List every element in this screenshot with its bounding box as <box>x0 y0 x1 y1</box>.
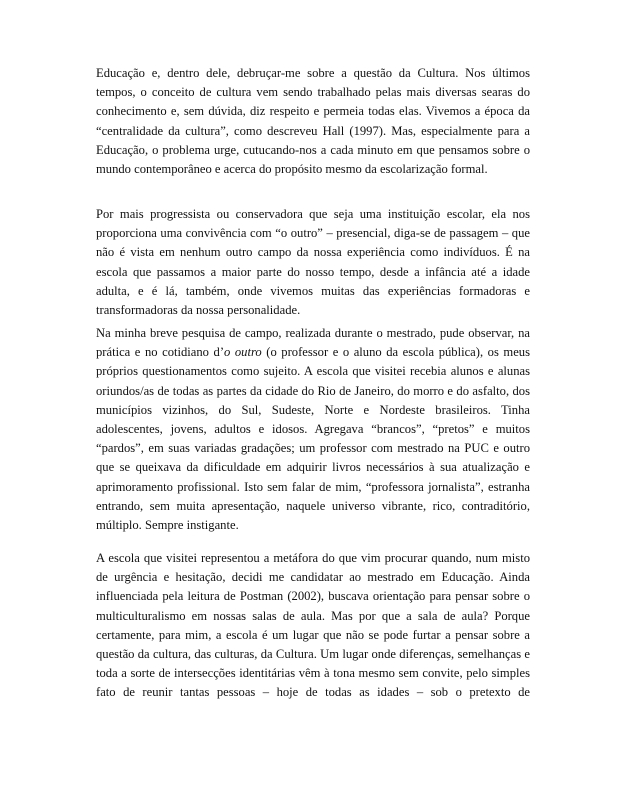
text-line: “pardos”, em suas variadas gradações; um professor com mestrado na PUC e outro <box>96 441 530 456</box>
text-line: aprimoramento profissional. Isto sem falar de mim, “professora jornalista”, estranha <box>96 479 530 494</box>
text-line: fato de reunir tantas pessoas – hoje de todas as idades – sob o pretexto de <box>96 685 530 700</box>
text-line: múltiplo. Sempre instigante. <box>96 517 239 532</box>
text-line: Por mais progressista ou conservadora que seja uma instituição escolar, ela nos <box>96 207 530 221</box>
text-line: de urgência e hesitação, decidi me candidatar ao mestrado em Educação. Ainda <box>96 570 530 585</box>
text-line: não é vista em nenhum outro campo da nossa experiência como indivíduos. É na <box>96 245 530 260</box>
paragraph-1 <box>96 64 530 179</box>
text-line: Na minha breve pesquisa de campo, realizada durante o mestrado, pude observar, na <box>96 326 530 340</box>
text-fragment: (o professor e o aluno da escola pública), os meus <box>261 345 531 360</box>
text-fragment: prática e no cotidiano d’ <box>96 345 225 360</box>
text-line: transformadoras da nossa personalidade. <box>96 302 301 317</box>
text-line: questão da cultura, das culturas, da Cultura. Um lugar onde diferenças, semelhanças e <box>96 646 530 661</box>
text-line <box>96 343 530 362</box>
paragraph-2 <box>96 205 530 320</box>
text-line: proporciona uma convivência com “o outro” – presencial, diga-se de passagem – que <box>96 226 530 241</box>
text-line: escola que passamos a maior parte do nosso tempo, desde a infância até a idade <box>96 264 530 279</box>
text-line: adolescentes, jovens, adultos e idosos. Agregava “brancos”, “pretos” e muitos <box>96 421 530 436</box>
paragraph-3 <box>96 324 530 535</box>
text-line: toda a sorte de intersecções identitárias vêm à tona mesmo sem convite, pelo simples <box>96 666 530 681</box>
text-line: Educação, o problema urge, cutucando-nos a cada minuto em que pensamos sobre o <box>96 142 530 157</box>
text-line: próprios questionamentos como sujeito. A escola que visitei recebia alunos e alunas <box>96 364 530 379</box>
italic-term: o outro <box>224 345 262 360</box>
text-line: multiculturalismo em nossas salas de aula. Mas por que a sala de aula? Porque <box>96 608 530 623</box>
text-line: “centralidade da cultura”, como descreveu Hall (1997). Mas, especialmente para a <box>96 123 530 138</box>
text-line: adulta, e é lá, também, onde vivemos muitas das experiências formadoras e <box>96 283 530 298</box>
text-line: oriundos/as de todas as partes da cidade do Rio de Janeiro, do morro e do asfalto, dos <box>96 383 530 398</box>
text-line: A escola que visitei representou a metáfora do que vim procurar quando, num misto <box>96 551 530 565</box>
text-line: mundo contemporâneo e acerca do propósito mesmo da escolarização formal. <box>96 161 488 176</box>
text-line: tempos, o conceito de cultura vem sendo trabalhado pelas mais diversas searas do <box>96 85 530 100</box>
paragraph-4 <box>96 549 530 703</box>
text-line: certamente, para mim, a escola é um lugar que não se pode furtar a pensar sobre a <box>96 627 530 642</box>
text-line: influenciada pela leitura de Postman (2002), buscava orientação para pensar sobre o <box>96 589 530 604</box>
text-line: que se queixava da dificuldade em adquirir livros necessários à sua atualização e <box>96 460 530 475</box>
text-line: entrando, sem muita apresentação, naquele universo vibrante, rico, contraditório, <box>96 498 530 513</box>
text-line: municípios vizinhos, do Sul, Sudeste, Norte e Nordeste brasileiros. Tinha <box>96 402 530 417</box>
text-line: conhecimento e, sem dúvida, diz respeito e permeia todas elas. Vivemos a época da <box>96 104 530 119</box>
text-line: Educação e, dentro dele, debruçar-me sobre a questão da Cultura. Nos últimos <box>96 66 530 80</box>
